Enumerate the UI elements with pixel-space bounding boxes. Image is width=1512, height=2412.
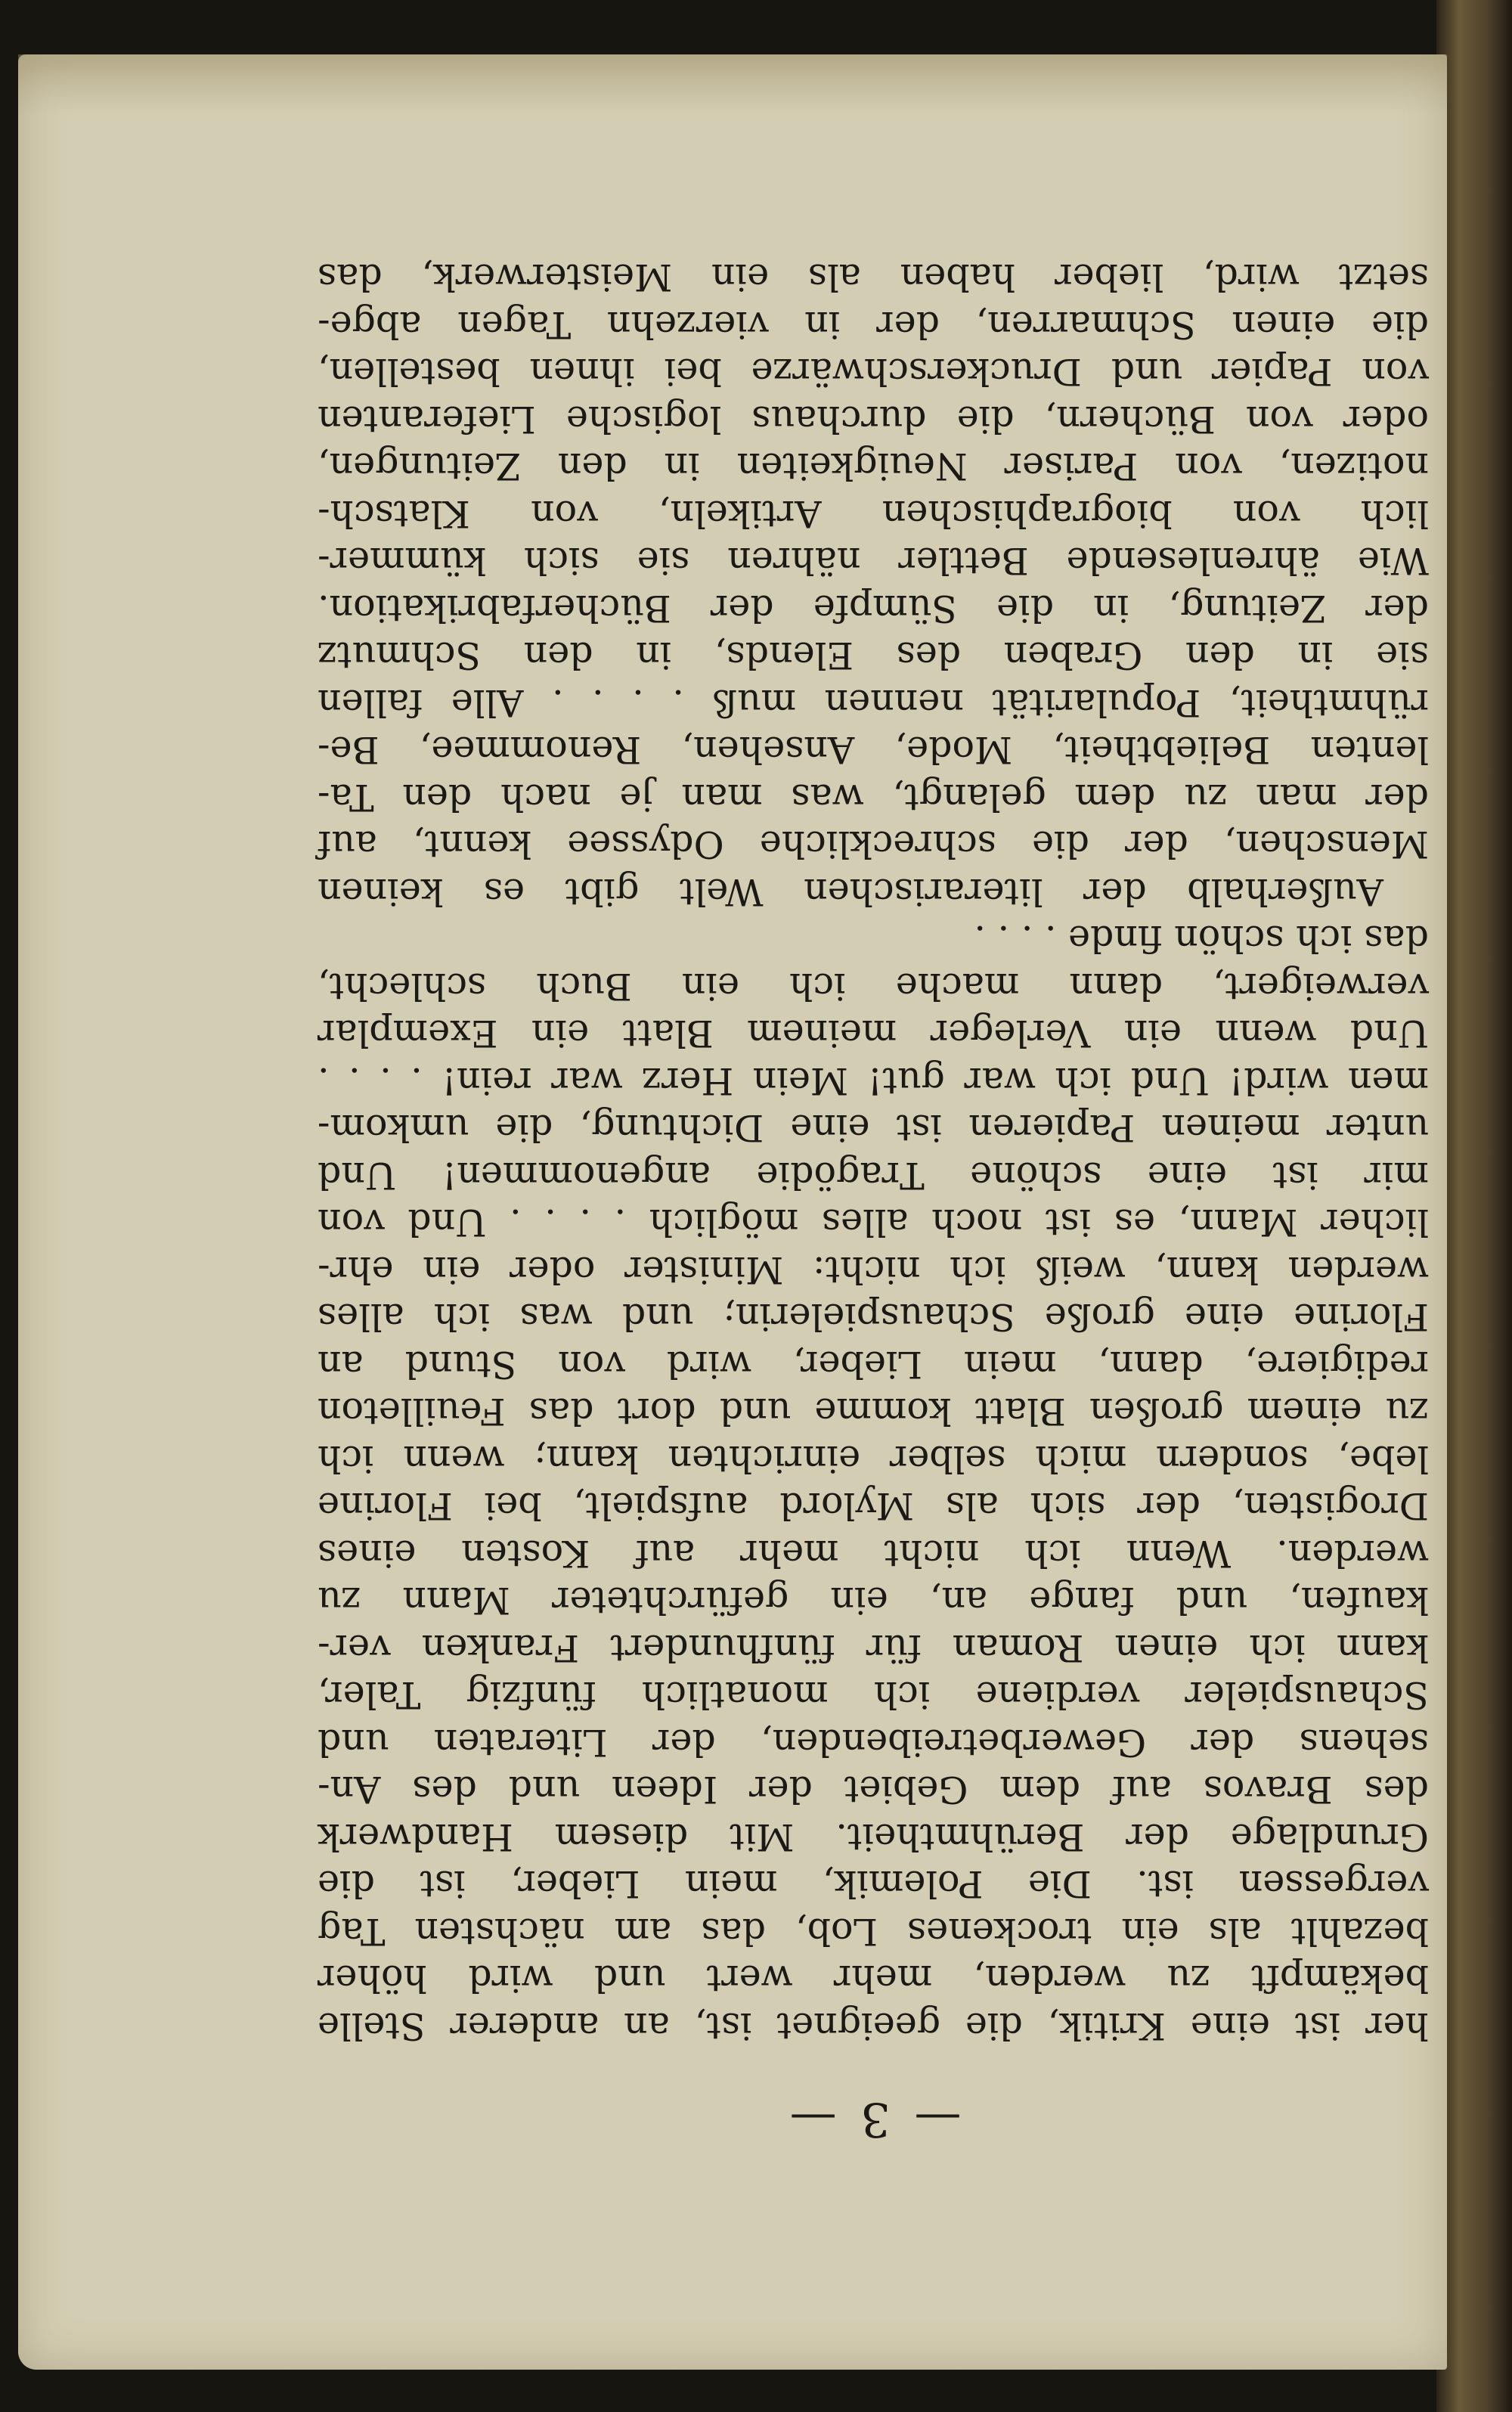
text-line: lenten Beliebtheit, Mode, Ansehen, Renommee, Be- — [318, 728, 1429, 772]
text-line: bezahlt als ein trockenes Lob, das am nächsten Tag — [318, 1910, 1429, 1953]
text-line: notizen, von Pariser Neuigkeiten in den Zeitungen, — [318, 445, 1429, 488]
text-line: zu einem großen Blatt komme und dort das Feuilleton — [318, 1390, 1429, 1434]
text-line: verweigert, dann mache ich ein Buch schlecht, — [318, 965, 1429, 1008]
text-line: Menschen, der die schreckliche Odyssee kennt, auf — [318, 823, 1429, 867]
text-line: lebe, sondern mich selber einrichten kann; wenn ich — [318, 1437, 1429, 1480]
text-line: des Bravos auf dem Gebiet der Ideen und des An- — [318, 1768, 1429, 1812]
text-line: kaufen, und fange an, ein gefürchteter Mann zu — [318, 1579, 1429, 1623]
text-line: das ich schön finde . . . . — [974, 917, 1429, 961]
text-line: Schauspieler verdiene ich monatlich fünfzig Taler, — [318, 1673, 1429, 1717]
text-line: vergessen ist. Die Polemik, mein Lieber, ist die — [318, 1862, 1429, 1906]
text-line: men wird! Und ich war gut! Mein Herz war rein! . . . . — [318, 1059, 1429, 1102]
page-number: — 3 — — [785, 2092, 962, 2147]
text-line: die einen Schmarren, der in vierzehn Tagen abge- — [318, 303, 1429, 346]
text-line: bekämpft zu werden, mehr wert und wird höher — [318, 1957, 1429, 2001]
text-line: unter meinen Papieren ist eine Dichtung, die umkom- — [318, 1106, 1429, 1150]
text-line: mir ist eine schöne Tragödie angenommen! Und — [318, 1154, 1429, 1197]
paper-shadow — [18, 54, 1447, 115]
body-text — [318, 253, 1429, 2049]
text-line: licher Mann, es ist noch alles möglich . . . . Und von — [318, 1201, 1429, 1245]
text-line: Und wenn ein Verleger meinem Blatt ein Exemplar — [318, 1012, 1429, 1056]
text-line: Drogisten, der sich als Mylord aufspielt, bei Florine — [318, 1484, 1429, 1528]
text-line: Florine eine große Schauspielerin; und was ich alles — [318, 1295, 1429, 1339]
text-line: sie in den Graben des Elends, in den Schmutz — [318, 634, 1429, 677]
text-line: her ist eine Kritik, die geeignet ist, an anderer Stelle — [318, 2004, 1429, 2048]
text-line: lich von biographischen Artikeln, von Klatsch- — [318, 492, 1429, 535]
rotated-page-text — [318, 250, 1429, 2170]
text-line: von Papier und Druckerschwärze bei ihnen bestellen, — [318, 350, 1429, 394]
text-line: oder von Büchern, die durchaus logische Lieferanten — [318, 398, 1429, 441]
text-line: der man zu dem gelangt, was man je nach den Ta- — [318, 776, 1429, 819]
text-line: der Zeitung, in die Sümpfe der Bücherfabrikation. — [318, 587, 1429, 630]
text-line: sehens der Gewerbetreibenden, der Literaten und — [318, 1721, 1429, 1764]
text-line: redigiere, dann, mein Lieber, wird von Stund an — [318, 1343, 1429, 1386]
text-line: Außerhalb der literarischen Welt gibt es keinen — [318, 870, 1383, 913]
text-line: kann ich einen Roman für fünfhundert Franken ver- — [318, 1626, 1429, 1669]
text-line: Wie ährenlesende Bettler nähren sie sich kümmer- — [318, 539, 1429, 583]
text-line: Grundlage der Berühmtheit. Mit diesem Handwerk — [318, 1815, 1429, 1859]
text-line: rühmtheit, Popularität nennen muß . . . . Alle fallen — [318, 681, 1429, 724]
text-line: setzt wird, lieber haben als ein Meisterwerk, das — [318, 256, 1429, 299]
text-line: werden. Wenn ich nicht mehr auf Kosten eines — [318, 1532, 1429, 1575]
book-edge — [1436, 0, 1512, 2412]
text-line: werden kann, weiß ich nicht: Minister oder ein ehr- — [318, 1248, 1429, 1291]
